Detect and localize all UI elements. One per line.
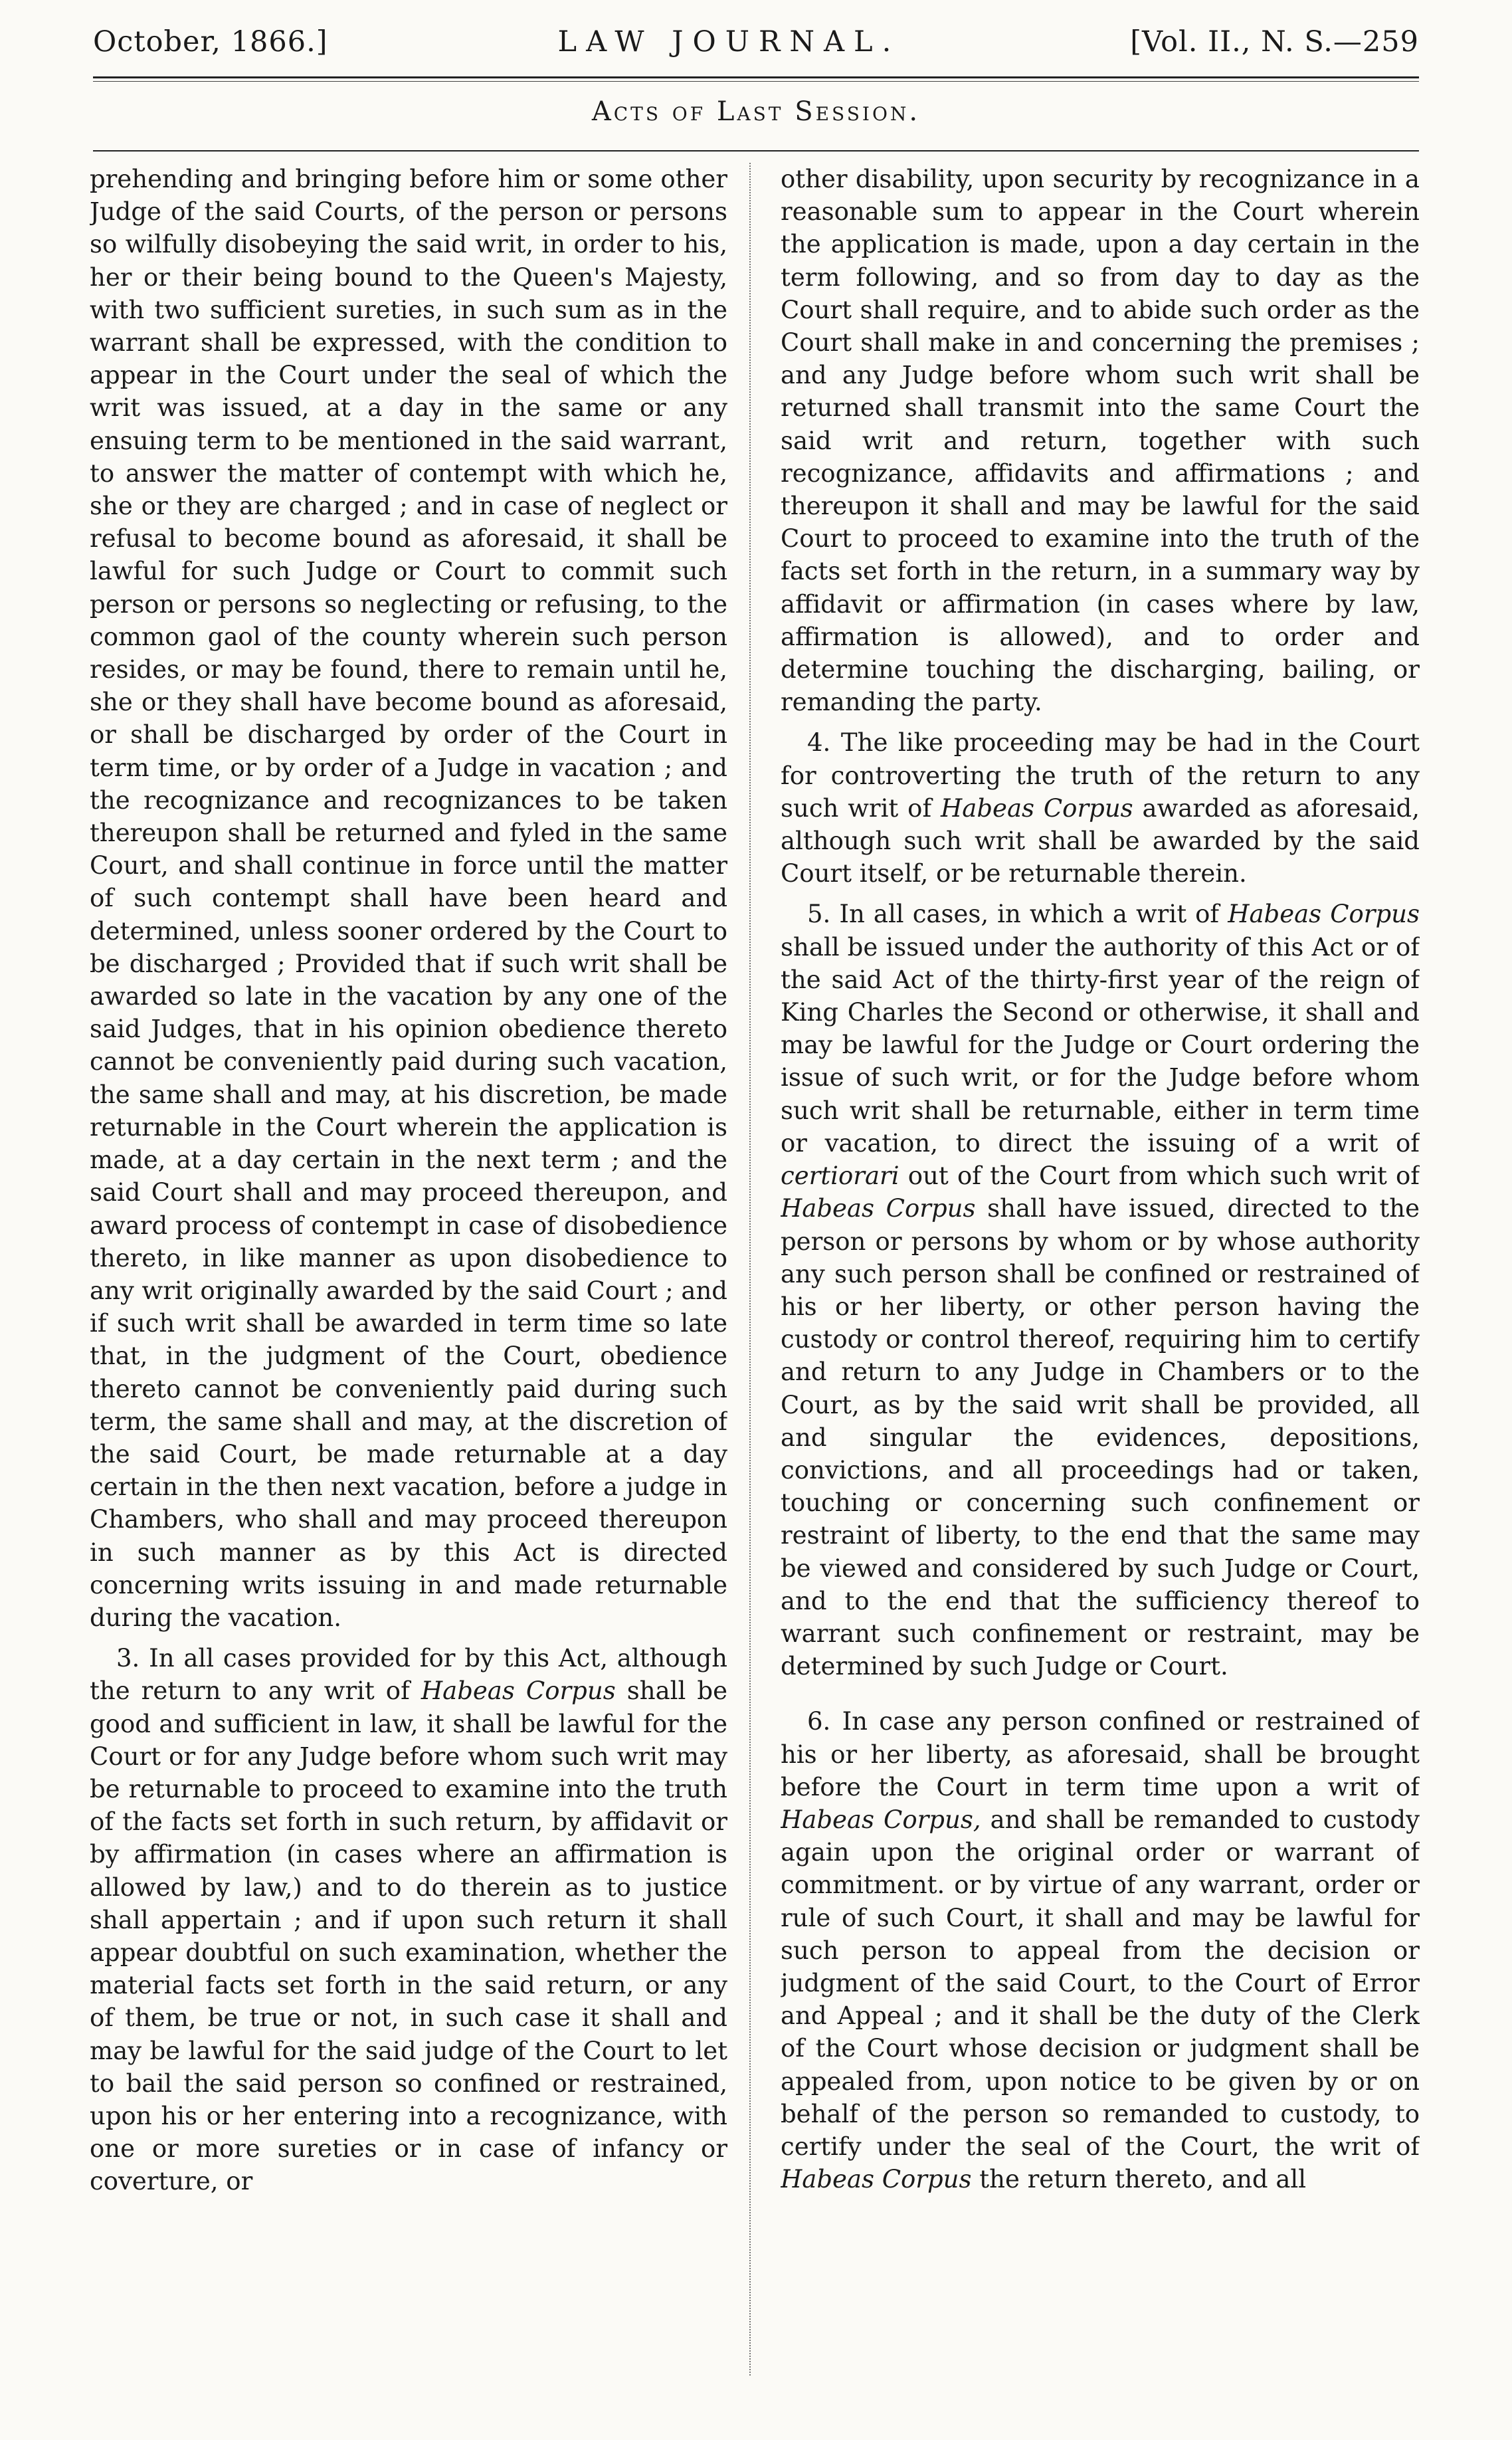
header-date: October, 1866.] <box>93 25 328 58</box>
paragraph-section-6: 6. In case any person confined or restrained of his or her liberty, as aforesaid, shall be brought before the Court in term time upon a writ of Habeas Corpus, and shall be remanded to custody again upon the original order or warrant of commitment. or by virtue of any warrant, order or rule of such Court, it shall and may be lawful for such person to appeal from the decision or judgment of the said Court, to the Court of Error and Appeal ; and it shall be the duty of the Clerk of the Court whose decision or judgment shall be appealed from, upon notice to be given by or on behalf of the person so remanded to custody, to certify under the seal of the Court, the writ of Habeas Corpus the return thereto, and all <box>781 1707 1420 2194</box>
header-rule-thick <box>93 76 1419 78</box>
paragraph-section-5: 5. In all cases, in which a writ of Habeas Corpus shall be issued under the authority of this Act or of the said Act of the thirty-first year of the reign of King Charles the Second or otherwise, it shall and may be lawful for the Judge or Court ordering the issue of such writ, or for the Judge before whom such writ shall be returnable, either in term time or vacation, to direct the issuing of a writ of certiorari out of the Court from which such writ of Habeas Corpus shall have issued, directed to the person or persons by whom or by whose authority any such person shall be confined or restrained of his or her liberty, or other person having the custody or control thereof, requiring him to certify and return to any Judge in Chambers or to the Court, as by the said writ shall be provided, all and singular the evidences, depositions, convictions, and all proceedings had or taken, touching or concerning such confinement or restraint of liberty, to the end that the same may be viewed and considered by such Judge or Court, and to the end that the sufficiency thereof to warrant such confinement or restraint, may be determined by such Judge or Court. <box>781 900 1420 1681</box>
column-divider <box>749 163 751 2376</box>
paragraph-continued: prehending and bringing before him or some other Judge of the said Courts, of the person or persons so wilfully disobeying the said writ, in order to his, her or their being bound to the Queen's Majesty, with two sufficient sureties, in such sum as in the warrant shall be expressed, with the condition to appear in the Court under the seal of which the writ was issued, at a day in the same or any ensuing term to be mentioned in the said warrant, to answer the matter of contempt with which he, she or they are charged ; and in case of neglect or refusal to become bound as aforesaid, it shall be lawful for such Judge or Court to commit such person or persons so neglecting or refusing, to the common gaol of the county wherein such person resides, or may be found, there to remain until he, she or they shall have become bound as aforesaid, or shall be discharged by order of the Court in term time, or by order of a Judge in vacation ; and the recognizance and recognizances to be taken thereupon shall be returned and fyled in the same Court, and shall continue in force until the matter of such contempt shall have been heard and determined, unless sooner ordered by the Court to be discharged ; Provided that if such writ shall be awarded so late in the vacation by any one of the said Judges, that in his opinion obedience thereto cannot be conveniently paid during such vacation, the same shall and may, at his discretion, be made returnable in the Court wherein the application is made, at a day certain in the next term ; and the said Court shall and may proceed thereupon, and award process of contempt in case of disobedience thereto, in like manner as upon disobedience to any writ originally awarded by the said Court ; and if such writ shall be awarded in term time so late that, in the judgment of the Court, obedience thereto cannot be conveniently paid during such term, the same shall and may, at the discretion of the said Court, be made returnable at a day certain in the then next vacation, before a judge in Chambers, who shall and may proceed thereupon in such manner as by this Act is directed concerning writs issuing in and made returnable during the vacation. <box>90 165 727 1632</box>
header-volume-page: [Vol. II., N. S.—259 <box>1130 25 1419 58</box>
header-rule-thin <box>93 81 1419 82</box>
right-column <box>781 163 1420 2415</box>
journal-title: LAW JOURNAL. <box>557 25 901 58</box>
paragraph-section-4: 4. The like proceeding may be had in the Court for controverting the truth of the return to any such writ of Habeas Corpus awarded as aforesaid, although such writ shall be awarded by the said Court itself, or be returnable therein. <box>781 728 1420 888</box>
running-head <box>93 19 1419 65</box>
left-column <box>90 163 727 2415</box>
section-title: Acts of Last Session. <box>591 96 921 127</box>
section-rule <box>93 150 1419 152</box>
paragraph-continued-right: other disability, upon security by recognizance in a reasonable sum to appear in the Court wherein the application is made, upon a day certain in the term following, and so from day to day as the Court shall require, and to abide such order as the Court shall make in and concerning the premises ; and any Judge before whom such writ shall be returned shall transmit into the same Court the said writ and return, together with such recognizance, affidavits and affirmations ; and thereupon it shall and may be lawful for the said Court to proceed to examine into the truth of the facts set forth in the return, in a summary way by affidavit or affirmation (in cases where by law, affirmation is allowed), and to order and determine touching the discharging, bailing, or remanding the party. <box>781 165 1420 717</box>
paragraph-section-3: 3. In all cases provided for by this Act, although the return to any writ of Habeas Corpus shall be good and sufficient in law, it shall be lawful for the Court or for any Judge before whom such writ may be returnable to proceed to examine into the truth of the facts set forth in such return, by affidavit or by affirmation (in cases where an affirmation is allowed by law,) and to do therein as to justice shall appertain ; and if upon such return it shall appear doubtful on such examination, whether the material facts set forth in the said return, or any of them, be true or not, in such case it shall and may be lawful for the said judge of the Court to let to bail the said person so confined or restrained, upon his or her entering into a recognizance, with one or more sureties or in case of infancy or coverture, or <box>90 1644 727 2196</box>
